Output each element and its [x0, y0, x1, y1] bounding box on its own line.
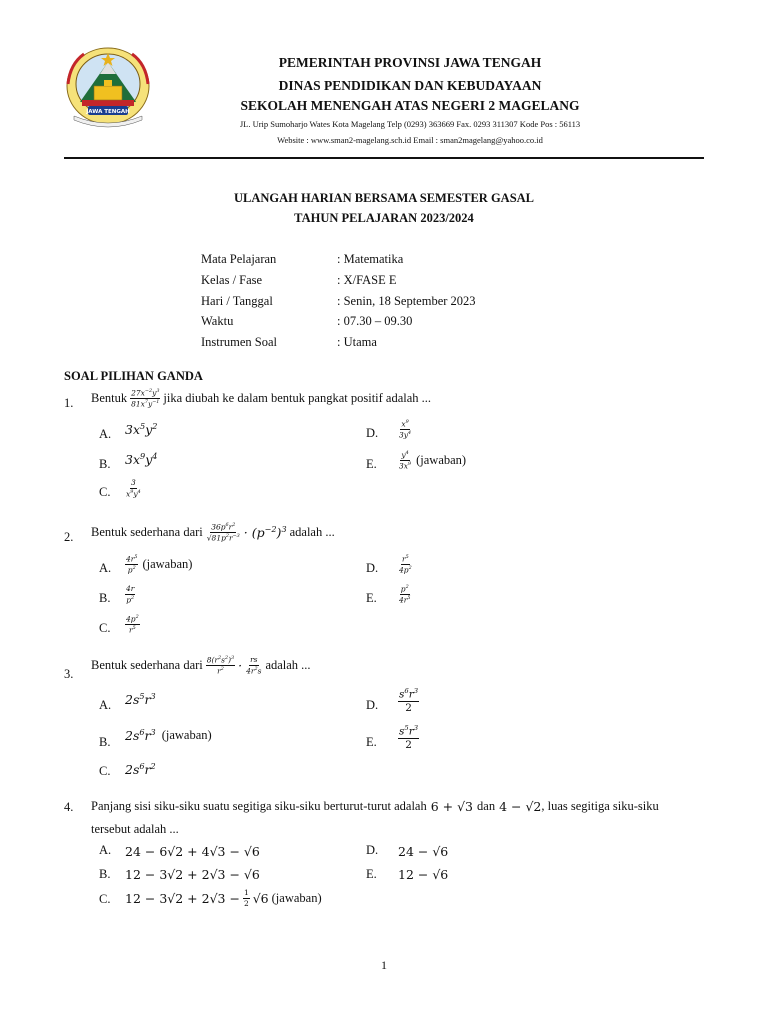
- q4-option-c: 12 − 3√2 + 2√3 − $\frac{1}{2}$ √6 (jawaban): [125, 888, 322, 908]
- info-label-date: Hari / Tanggal: [201, 294, 273, 308]
- q1-option-a: $3x^5y^2$: [125, 421, 158, 438]
- school-logo: [64, 44, 152, 128]
- q2-stem: [91, 523, 335, 542]
- q4-number: 4.: [64, 800, 74, 814]
- q4-answer-note: (jawaban): [271, 890, 322, 905]
- q2-expression: $\frac{36p^6r^2}{√81p^2r^{-3}}$: [206, 522, 240, 543]
- q3-option-e-label: E.: [366, 735, 377, 749]
- q1-number: 1.: [64, 396, 74, 410]
- q3-expression-right: $\frac{rs}{4r^2s}$: [246, 655, 262, 676]
- info-value-subject: : Matematika: [337, 252, 404, 266]
- q2-option-b: $\frac{4r}{p^2}$: [126, 584, 135, 605]
- q3-option-d-label: D.: [366, 698, 379, 712]
- q1-stem-post: jika diubah ke dalam bentuk pangkat positif adalah ...: [163, 391, 432, 405]
- q3-stem: Bentuk sederhana dari $\frac{8(r^2s^2)^3}{r^2}$ · $\frac{rs}{4r^2s}$ adalah ...: [91, 655, 311, 676]
- q3-answer-note: (jawaban): [161, 727, 212, 742]
- q3-option-c: $2s^6r^2$: [125, 761, 156, 778]
- q2-option-d-label: D.: [366, 561, 379, 575]
- q1-option-c-label: C.: [99, 485, 111, 499]
- q4-option-b-label: B.: [99, 867, 111, 881]
- q2-option-a-label: A.: [99, 561, 112, 575]
- exam-title: ULANGAH HARIAN BERSAMA SEMESTER GASAL: [233, 191, 535, 205]
- q2-answer-note: (jawaban): [142, 557, 193, 571]
- q3-option-a-label: A.: [99, 698, 112, 712]
- q4-stem-line1: [91, 799, 659, 814]
- q4-stem-line2: tersebut adalah ...: [91, 822, 179, 836]
- page-number: 1: [381, 958, 387, 972]
- q4-option-c-label: C.: [99, 892, 111, 906]
- q1-option-a-label: A.: [99, 427, 112, 441]
- q4-stem-text-c: , luas segitiga siku-siku: [541, 799, 659, 813]
- q1-expression: $\frac{27x^{-2}y^3}{81x^7y^{-1}}$: [131, 388, 160, 409]
- info-value-class: : X/FASE E: [337, 273, 397, 287]
- q3-option-c-label: C.: [99, 764, 111, 778]
- q4-option-a-label: A.: [99, 843, 112, 857]
- q4-side-b: 4 − √2: [499, 799, 542, 814]
- q3-option-a: $2s^5r^3$: [125, 691, 156, 708]
- q3-option-b: $2s^6r^3$ (jawaban): [125, 727, 212, 744]
- info-label-time: Waktu: [201, 314, 234, 328]
- q2-stem-pre: Bentuk sederhana dari: [91, 525, 203, 539]
- q2-option-c-label: C.: [99, 621, 111, 635]
- q3-option-d: $\frac{s^6r^3}{2}$: [399, 687, 419, 714]
- q4-option-e: 12 − √6: [398, 867, 449, 882]
- q1-stem: [91, 389, 431, 408]
- q3-stem-pre: Bentuk sederhana dari: [91, 658, 203, 672]
- header-line-government: PEMERINTAH PROVINSI JAWA TENGAH: [278, 55, 542, 70]
- q1-option-c: $\frac{3}{x^9y^4}$: [126, 478, 141, 499]
- q4-side-a: 6 + √3: [430, 799, 474, 814]
- info-label-instrument: Instrumen Soal: [201, 335, 278, 349]
- q1-option-b: $3x^9y^4$: [125, 451, 158, 468]
- q4-stem-text-a: Panjang sisi siku-siku suatu segitiga siku-siku berturut-turut adalah: [91, 799, 427, 813]
- q1-option-d-label: D.: [366, 426, 379, 440]
- svg-text:JAWA TENGAH: JAWA TENGAH: [86, 109, 130, 115]
- q2-option-a: $\frac{4r^5}{p^2}$ (jawaban): [126, 554, 193, 575]
- q3-number: 3.: [64, 667, 74, 681]
- q2-option-e-label: E.: [366, 591, 377, 605]
- info-value-date: : Senin, 18 September 2023: [337, 294, 476, 308]
- q1-answer-note: (jawaban): [416, 453, 467, 467]
- q2-option-d: $\frac{r^5}{4p^2}$: [399, 554, 412, 575]
- info-value-time: : 07.30 – 09.30: [337, 314, 413, 328]
- q1-stem-pre: Bentuk: [91, 391, 128, 405]
- q2-expression-factor: · $(p^{-2})^3$: [243, 524, 287, 541]
- q2-option-b-label: B.: [99, 591, 111, 605]
- q3-option-e: $\frac{s^5r^3}{2}$: [399, 724, 419, 751]
- q1-option-e-label: E.: [366, 457, 377, 471]
- q4-option-b: 12 − 3√2 + 2√3 − √6: [125, 867, 260, 882]
- q1-option-b-label: B.: [99, 457, 111, 471]
- q3-expression-left: $\frac{8(r^2s^2)^3}{r^2}$: [206, 655, 235, 676]
- header-line-agency: DINAS PENDIDIKAN DAN KEBUDAYAAN: [278, 78, 542, 93]
- q4-stem-text-b: dan: [477, 799, 496, 813]
- header-address: JL. Urip Sumoharjo Wates Kota Magelang Telp (0293) 363669 Fax. 0293 311307 Kode Pos : 56113: [239, 119, 581, 129]
- header-line-school: SEKOLAH MENENGAH ATAS NEGERI 2 MAGELANG: [240, 98, 580, 113]
- q3-option-b-label: B.: [99, 735, 111, 749]
- exam-year: TAHUN PELAJARAN 2023/2024: [294, 211, 474, 225]
- q2-number: 2.: [64, 530, 74, 544]
- q4-option-d: 24 − √6: [398, 844, 449, 859]
- q3-stem-post: adalah ...: [265, 658, 311, 672]
- header-divider: [64, 157, 704, 159]
- q1-option-d: $\frac{x^9}{3y^4}$: [399, 419, 412, 440]
- section-title: SOAL PILIHAN GANDA: [64, 369, 203, 383]
- info-value-instrument: : Utama: [337, 335, 377, 349]
- q4-option-e-label: E.: [366, 867, 377, 881]
- q1-option-e: $\frac{y^4}{3x^9}$ (jawaban): [399, 450, 467, 471]
- q2-option-e: $\frac{p^2}{4r^5}$: [399, 584, 411, 605]
- q2-option-c: $\frac{4p^2}{r^5}$: [126, 614, 139, 635]
- header-website: Website : www.sman2-magelang.sch.id Email : sman2magelang@yahoo.co.id: [277, 135, 543, 145]
- info-label-class: Kelas / Fase: [201, 273, 263, 287]
- info-label-subject: Mata Pelajaran: [201, 252, 277, 266]
- q4-option-d-label: D.: [366, 843, 379, 857]
- q2-stem-post: adalah ...: [289, 525, 335, 539]
- q4-option-a: 24 − 6√2 + 4√3 − √6: [125, 844, 260, 859]
